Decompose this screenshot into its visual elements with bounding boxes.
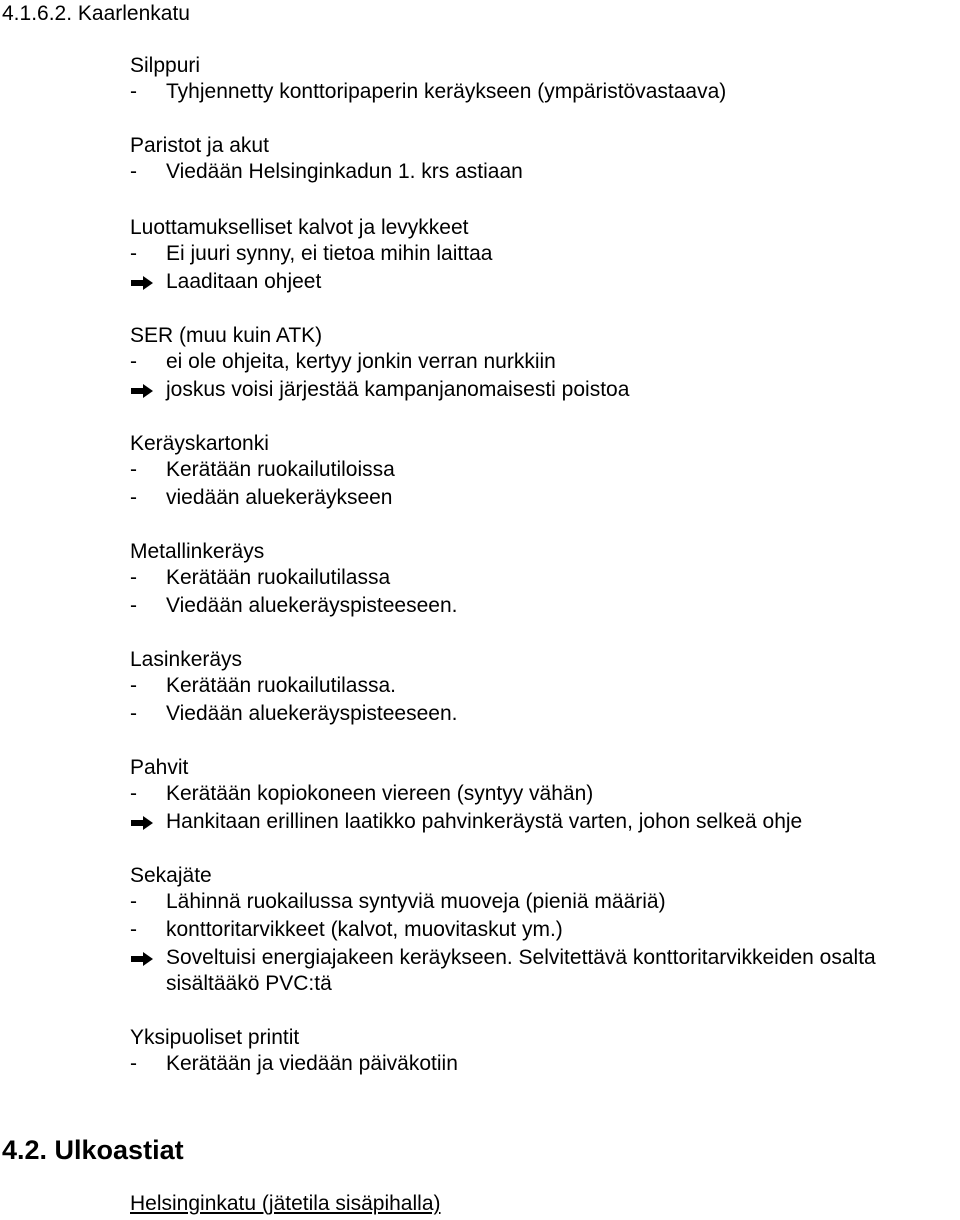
item-line: Kerätään ja viedään päiväkotiin	[166, 1052, 458, 1075]
dash-bullet: -	[130, 702, 137, 725]
item-title-lasinkerays: Lasinkeräys	[130, 648, 243, 671]
item-title-yksipuoliset: Yksipuoliset printit	[130, 1026, 300, 1049]
dash-bullet: -	[130, 594, 137, 617]
dash-bullet: -	[130, 674, 137, 697]
item-line: Kerätään kopiokoneen viereen (syntyy vähän)	[166, 782, 594, 805]
item-title-sekajate: Sekajäte	[130, 864, 212, 887]
item-line: Viedään Helsinginkadun 1. krs astiaan	[166, 160, 523, 183]
dash-bullet: -	[130, 782, 137, 805]
item-arrow-line: Hankitaan erillinen laatikko pahvinkeräystä varten, johon selkeä ohje	[166, 810, 803, 833]
item-line: konttoritarvikkeet (kalvot, muovitaskut ym.)	[166, 918, 563, 941]
dash-bullet: -	[130, 350, 137, 373]
item-line: Tyhjennetty konttoripaperin keräykseen (ympäristövastaava)	[166, 80, 727, 103]
item-arrow-line: Laaditaan ohjeet	[166, 270, 322, 293]
dash-bullet: -	[130, 486, 137, 509]
item-title-metallinkerays: Metallinkeräys	[130, 540, 265, 563]
item-title-ser: SER (muu kuin ATK)	[130, 324, 323, 347]
dash-bullet: -	[130, 458, 137, 481]
item-arrow-continuation: sisältääkö PVC:tä	[166, 972, 332, 995]
right-arrow-icon	[130, 275, 154, 291]
section-heading: 4.1.6.2. Kaarlenkatu	[2, 2, 190, 25]
item-line: Kerätään ruokailutilassa	[166, 566, 391, 589]
item-title-kerayskartonki: Keräyskartonki	[130, 432, 269, 455]
dash-bullet: -	[130, 160, 137, 183]
item-arrow-line: joskus voisi järjestää kampanjanomaisesti poistoa	[166, 378, 630, 401]
right-arrow-icon	[130, 951, 154, 967]
dash-bullet: -	[130, 890, 137, 913]
main-heading: 4.2. Ulkoastiat	[2, 1135, 184, 1165]
item-title-luottamukselliset: Luottamukselliset kalvot ja levykkeet	[130, 216, 469, 239]
item-line: Kerätään ruokailutilassa.	[166, 674, 396, 697]
item-line: ei ole ohjeita, kertyy jonkin verran nurkkiin	[166, 350, 556, 373]
right-arrow-icon	[130, 383, 154, 399]
dash-bullet: -	[130, 80, 137, 103]
item-title-silppuri: Silppuri	[130, 54, 201, 77]
dash-bullet: -	[130, 242, 137, 265]
item-line: Viedään aluekeräyspisteeseen.	[166, 594, 458, 617]
sub-heading: Helsinginkatu (jätetila sisäpihalla)	[130, 1192, 441, 1215]
dash-bullet: -	[130, 566, 137, 589]
dash-bullet: -	[130, 1052, 137, 1075]
item-line: Kerätään ruokailutiloissa	[166, 458, 395, 481]
right-arrow-icon	[130, 815, 154, 831]
item-title-pahvit: Pahvit	[130, 756, 189, 779]
item-line: viedään aluekeräykseen	[166, 486, 393, 509]
dash-bullet: -	[130, 918, 137, 941]
item-line: Lähinnä ruokailussa syntyviä muoveja (pieniä määriä)	[166, 890, 666, 913]
item-line: Viedään aluekeräyspisteeseen.	[166, 702, 458, 725]
item-arrow-line: Soveltuisi energiajakeen keräykseen. Selvitettävä konttoritarvikkeiden osalta	[166, 946, 876, 969]
item-title-paristot: Paristot ja akut	[130, 134, 269, 157]
item-line: Ei juuri synny, ei tietoa mihin laittaa	[166, 242, 493, 265]
